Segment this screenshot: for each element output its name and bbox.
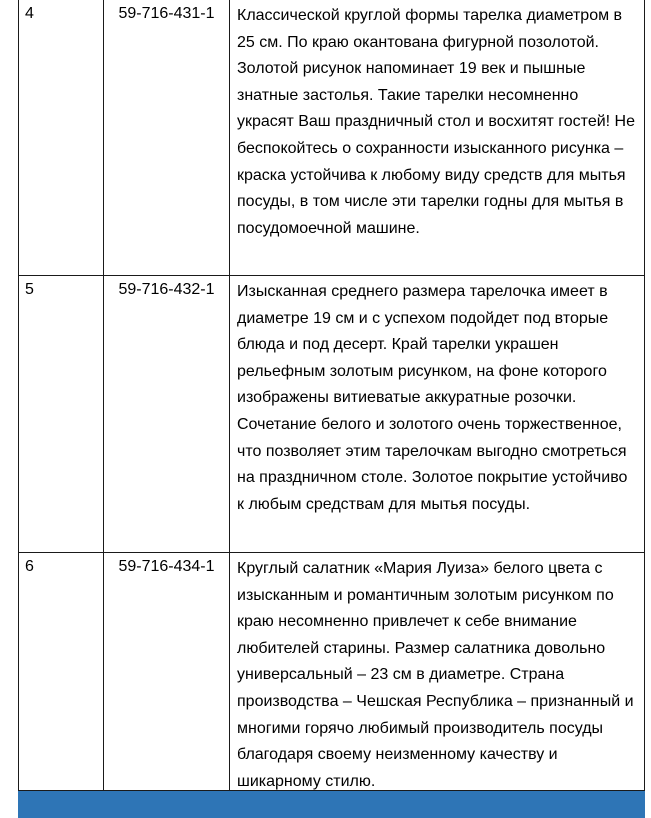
product-description-cell: Классической круглой формы тарелка диаметром в 25 см. По краю окантована фигурной позолотой. Золотой рисунок напоминает 19 век и пышные знатные застолья. Такие тарелки несомненно украсят Ваш праздничный стол и восхитят гостей! Не беспокойтесь о сохранности изысканного рисунка – краска устойчива к любому виду средств для мытья посуды, в том числе эти тарелки годны для мытья в посудомоечной машине. [237,7,636,237]
table-row [19,276,644,553]
article-code-cell: 59-716-432-1 [104,276,230,552]
row-number-cell: 5 [19,276,104,552]
table-row [19,553,644,791]
article-code-cell: 59-716-431-1 [104,0,230,275]
article-code-cell: 59-716-434-1 [104,553,230,790]
row-number-cell: 4 [19,0,104,275]
product-description-cell: Круглый салатник «Мария Луиза» белого цвета с изысканным и романтичным золотым рисунком по краю несомненно привлечет к себе внимание любителей старины. Размер салатника довольно универсальный – 23 см в диаметре. Страна производства – Чешская Республика – признанный и многими горячо любимый производитель посуды благодаря своему неизменному качеству и шикарному стилю. [237,560,634,790]
product-description-cell: Изысканная среднего размера тарелочка имеет в диаметре 19 см и с успехом подойдет под вторые блюда и под десерт. Край тарелки украшен рельефным золотым рисунком, на фоне которого изображены витиеватые аккуратные розочки. Сочетание белого и золотого очень торжественное, что позволяет этим тарелочкам выгодно смотреться на праздничном столе. Золотое покрытие устойчиво к любым средствам для мытья посуды. [237,283,628,513]
accent-bar [18,791,645,818]
table-row [19,0,644,276]
row-number-cell: 6 [19,553,104,790]
product-table [18,0,645,791]
